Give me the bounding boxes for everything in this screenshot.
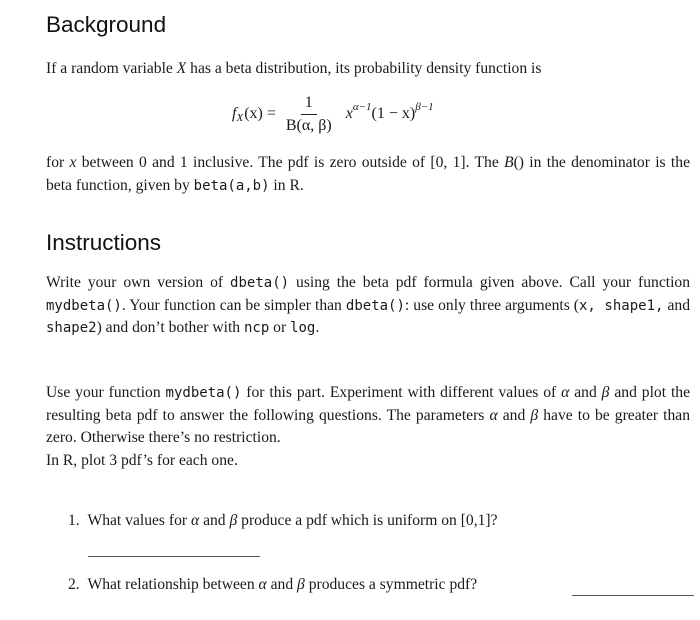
instructions-heading: Instructions	[46, 230, 162, 255]
beta-pdf-formula: f X (x) = $\frac{1}{B(\alpha, \beta)}$ x α−1 (1 − x) β−1	[232, 93, 434, 134]
pdf-explanation-paragraph: for x between 0 and 1 inclusive. The pdf is zero outside of [0, 1]. The B() in the denominator is the beta function, given by beta(a,b) in R.	[46, 154, 690, 194]
background-heading: Background	[46, 12, 167, 37]
answer-line-2[interactable]	[572, 595, 694, 596]
task-paragraph: Use your function mydbeta() for this part. Experiment with different values of α and β and plot the resulting beta pdf to answer the following questions. The parameters α and β have to be greater than zero. Otherwise there’s no restriction. In R, plot 3 pdf’s for each one.	[46, 384, 691, 469]
question-2: 2. What relationship between α and β produces a symmetric pdf?	[68, 576, 478, 593]
question-1: 1. What values for α and β produce a pdf which is uniform on [0,1]?	[68, 512, 498, 529]
answer-line-1[interactable]	[88, 556, 260, 557]
intro-paragraph: If a random variable X has a beta distribution, its probability density function is	[46, 60, 542, 77]
instructions-paragraph: Write your own version of dbeta() using the beta pdf formula given above. Call your function mydbeta(). Your function can be simpler than dbeta(): use only three arguments (x, shape1, and shape2) and don’t bother with ncp or log.	[46, 274, 690, 336]
formula-fraction: $\frac{1}{B(\alpha, \beta)}$	[285, 93, 332, 134]
